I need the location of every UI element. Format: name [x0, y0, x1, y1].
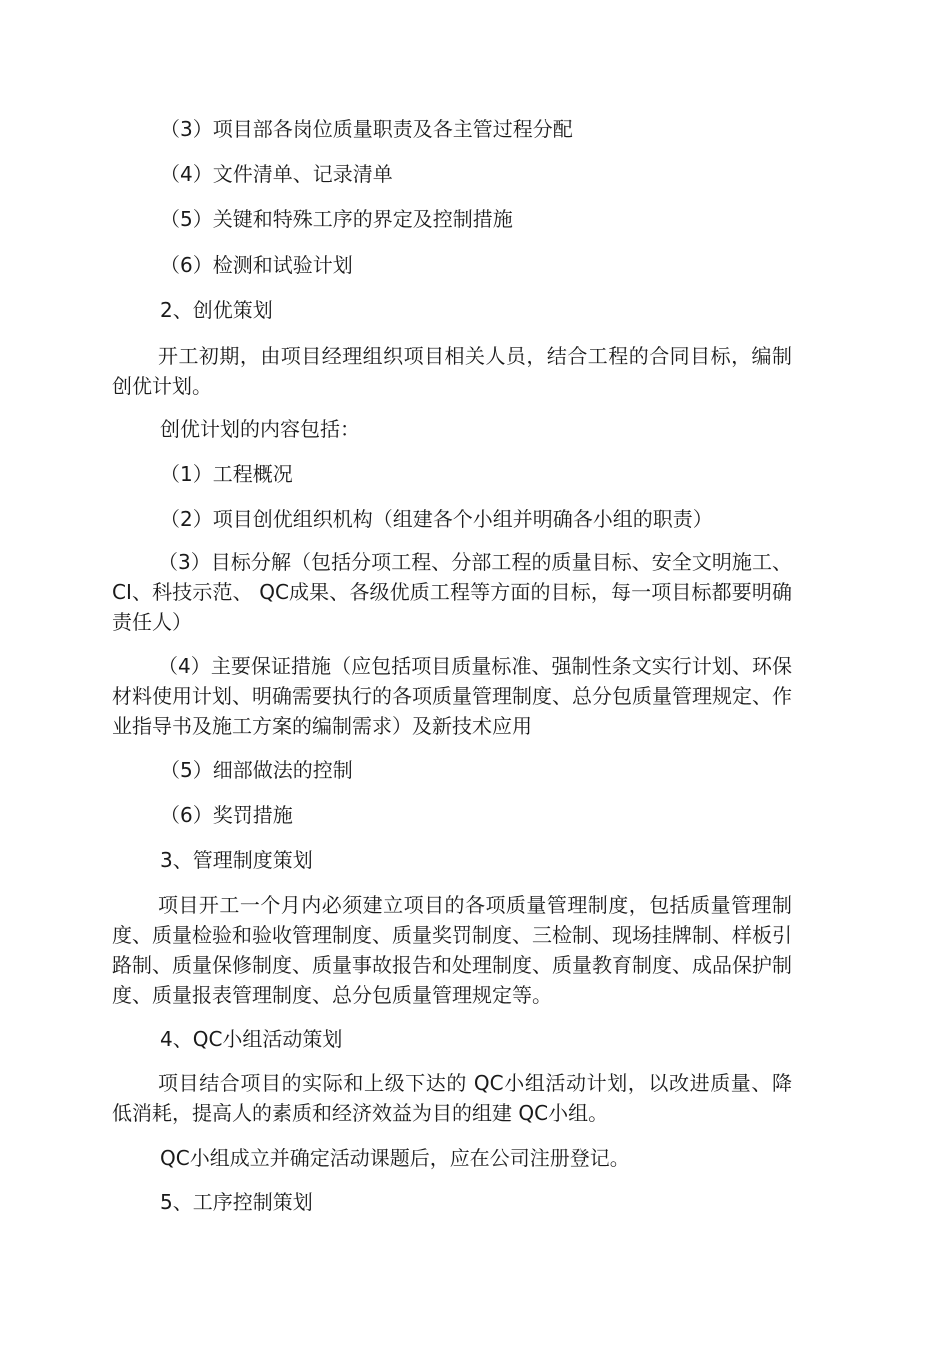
excellence-item-3: （3）目标分解（包括分项工程、分部工程的质量目标、安全文明施工、CI、科技示范、 QC成果、各级优质工程等方面的目标，每一项目标都要明确责任人）: [112, 550, 792, 634]
list-item-5-key-processes: （5）关键和特殊工序的界定及控制措施: [160, 207, 513, 231]
list-item-3-responsibilities: （3）项目部各岗位质量职责及各主管过程分配: [160, 117, 573, 141]
section-heading-management-system: 3、管理制度策划: [160, 848, 313, 872]
qc-group-registration-note: QC小组成立并确定活动课题后，应在公司注册登记。: [160, 1146, 630, 1170]
paragraph-management-system: 项目开工一个月内必须建立项目的各项质量管理制度，包括质量管理制度、质量检验和验收管理制度、质量奖罚制度、三检制、现场挂牌制、样板引路制、质量保修制度、质量事故报告和处理制度、质量教育制度、成品保护制度、质量报表管理制度、总分包质量管理规定等。: [112, 893, 792, 1007]
section-heading-process-control: 5、工序控制策划: [160, 1190, 313, 1214]
excellence-item-4: （4）主要保证措施（应包括项目质量标准、强制性条文实行计划、环保材料使用计划、明确需要执行的各项质量管理制度、总分包质量管理规定、作业指导书及施工方案的编制需求）及新技术应用: [112, 654, 792, 738]
excellence-item-1: （1）工程概况: [160, 462, 293, 486]
paragraph-excellence-intro: 开工初期，由项目经理组织项目相关人员，结合工程的合同目标，编制创优计划。: [112, 344, 792, 398]
paragraph-qc-group: 项目结合项目的实际和上级下达的 QC小组活动计划，以改进质量、降低消耗，提高人的素质和经济效益为目的组建 QC小组。: [112, 1071, 792, 1125]
section-heading-excellence-planning: 2、创优策划: [160, 298, 273, 322]
list-item-4-file-list: （4）文件清单、记录清单: [160, 162, 393, 186]
excellence-item-5: （5）细部做法的控制: [160, 758, 353, 782]
excellence-item-2: （2）项目创优组织机构（组建各个小组并明确各小组的职责）: [160, 507, 713, 531]
excellence-item-6: （6）奖罚措施: [160, 803, 293, 827]
section-heading-qc-group: 4、QC小组活动策划: [160, 1027, 343, 1051]
excellence-content-label: 创优计划的内容包括：: [160, 417, 360, 441]
list-item-6-testing-plan: （6）检测和试验计划: [160, 253, 353, 277]
